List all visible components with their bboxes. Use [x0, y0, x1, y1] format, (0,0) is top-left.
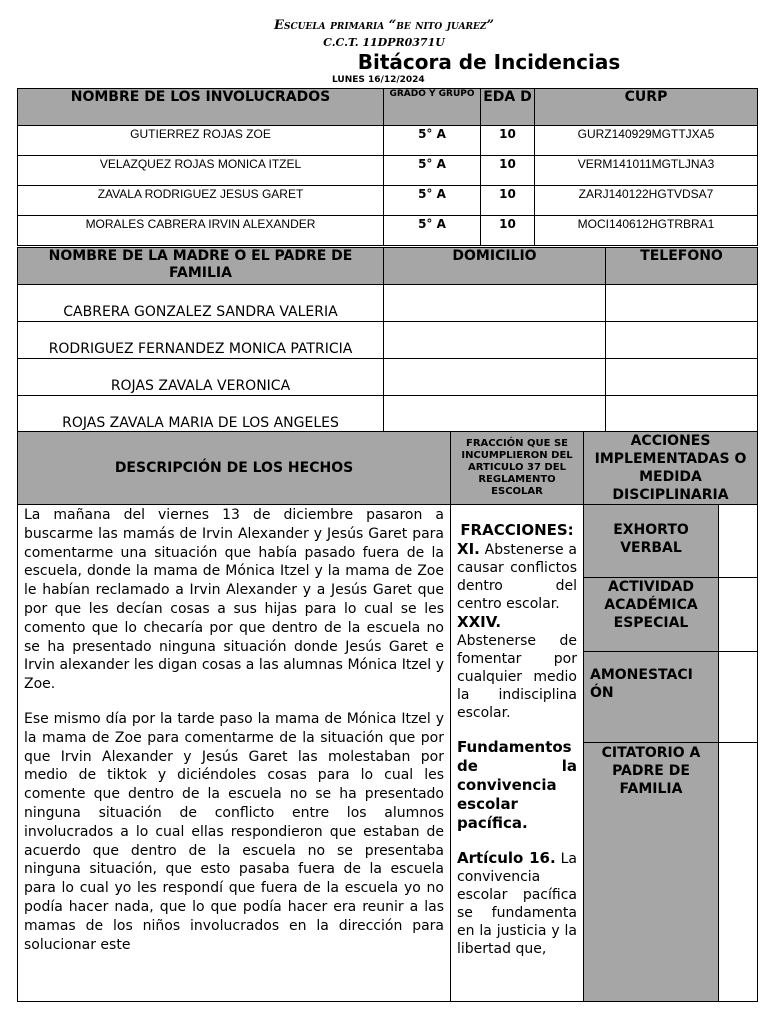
action-exhorto-verbal: EXHORTO VERBAL: [584, 505, 719, 578]
parent-name: ROJAS ZAVALA MARIA DE LOS ANGELES: [18, 396, 384, 433]
facts-table: [17, 431, 758, 1002]
action-citatorio: CITATORIO A PADRE DE FAMILIA: [584, 743, 719, 1002]
col-header-grado: GRADO Y GRUPO: [384, 89, 481, 126]
student-curp: ZARJ140122HGTVDSA7: [535, 186, 758, 216]
parents-table: [17, 247, 758, 433]
col-header-parent-name: NOMBRE DE LA MADRE O EL PADRE DE FAMILIA: [18, 248, 384, 285]
description-paragraph-1: La mañana del viernes 13 de diciembre pasaron a buscarme las mamás de Irvin Alexander y Jesús Garet para comentarme una situación que había pasado fuera de la escuela, donde la mama de Mónica Itzel y la mama de Zoe le habían reclamado a Irvin Alexander y a Jesús Garet que por que les decían cosas a sus hijas para lo cual se les comento que lo checaría por que dentro de la escuela no se ha presentado ninguna situación donde Jesús Garet e Irvin alexander les digan cosas a las alumnas Mónica Itzel y Zoe.: [24, 507, 444, 693]
facts-header-row: [18, 432, 758, 505]
col-header-acciones: ACCIONES IMPLEMENTADAS O MEDIDA DISCIPLINARIA: [584, 432, 758, 505]
table-row: [18, 396, 758, 433]
table-row: [18, 359, 758, 396]
table-row: [18, 186, 758, 216]
students-table: [17, 88, 758, 246]
parent-domicilio: [384, 396, 606, 433]
student-grado: 5° A: [384, 216, 481, 246]
table-row: [18, 156, 758, 186]
fraction-xi-text: Abstenerse a causar conflictos dentro del centro escolar.: [457, 542, 577, 612]
action-actividad-check: [719, 578, 758, 652]
student-edad: 10: [481, 216, 535, 246]
parent-domicilio: [384, 359, 606, 396]
parent-telefono: [606, 396, 758, 433]
student-curp: VERM141011MGTLJNA3: [535, 156, 758, 186]
action-citatorio-check: [719, 743, 758, 1002]
table-row: [18, 285, 758, 322]
col-header-edad: EDA D: [481, 89, 535, 126]
table-row: [18, 216, 758, 246]
articulo-16-number: Artículo 16.: [457, 849, 556, 867]
table-row: [18, 126, 758, 156]
parent-telefono: [606, 285, 758, 322]
student-curp: GURZ140929MGTTJXA5: [535, 126, 758, 156]
fractions-cell: [451, 505, 584, 1002]
student-name: MORALES CABRERA IRVIN ALEXANDER: [18, 216, 384, 246]
action-amonestacion-check: [719, 652, 758, 743]
facts-description: [18, 505, 451, 1002]
report-date: LUNES 16/12/2024: [332, 75, 425, 85]
student-edad: 10: [481, 156, 535, 186]
page-title: Bitácora de Incidencias: [357, 50, 621, 74]
col-header-curp: CURP: [535, 89, 758, 126]
parent-telefono: [606, 359, 758, 396]
fundamentos-heading: Fundamentos de la convivencia escolar pacífica.: [457, 738, 577, 832]
action-exhorto-check: [719, 505, 758, 578]
student-name: GUTIERREZ ROJAS ZOE: [18, 126, 384, 156]
action-actividad-academica: ACTIVIDAD ACADÉMICA ESPECIAL: [584, 578, 719, 652]
school-cct: C.C.T. 11DPR0371U: [323, 36, 445, 49]
table-row: [18, 322, 758, 359]
student-edad: 10: [481, 126, 535, 156]
col-header-domicilio: DOMICILIO: [384, 248, 606, 285]
col-header-descripcion: DESCRIPCIÓN DE LOS HECHOS: [18, 432, 451, 505]
student-grado: 5° A: [384, 126, 481, 156]
parent-name: CABRERA GONZALEZ SANDRA VALERIA: [18, 285, 384, 322]
parent-name: ROJAS ZAVALA VERONICA: [18, 359, 384, 396]
students-header-row: [18, 89, 758, 126]
school-name: Escuela primaria “be nito juarez”: [274, 18, 494, 33]
description-paragraph-2: Ese mismo día por la tarde paso la mama de Mónica Itzel y la mama de Zoe para comentarme de la situación que por que Irvin Alexander y Jesús Garet las molestaban por medio de tiktok y diciéndoles cosas para lo cual les comente que dentro de la escuela no se ha presentado ninguna situación de conflicto entre los alumnos involucrados a lo cual ellas respondieron que estaban de acuerdo que dentro de la escuela no se presentaba ninguna situación, que esto pasaba fuera de la escuela para lo cual yo les respondí que fuera de la escuela yo no podía hacer nada, que lo que podía hacer era reunir a las mamas de los niños involucrados en la dirección para solucionar este: [24, 710, 444, 953]
fraction-xxiv-text: Abstenerse de fomentar por cualquier medio la indisciplina escolar.: [457, 633, 577, 721]
articulo-16-text: La convivencia escolar pacífica se fundamenta en la justicia y la libertad que,: [457, 851, 577, 957]
fraction-xxiv-number: XXIV.: [457, 613, 502, 631]
student-name: ZAVALA RODRIGUEZ JESUS GARET: [18, 186, 384, 216]
col-header-telefono: TELEFONO: [606, 248, 758, 285]
fraction-xi-number: XI.: [457, 540, 480, 558]
student-grado: 5° A: [384, 156, 481, 186]
student-grado: 5° A: [384, 186, 481, 216]
action-amonestacion: AMONESTACI ÓN: [584, 652, 719, 743]
parent-domicilio: [384, 285, 606, 322]
col-header-fraccion: FRACCIÓN QUE SE INCUMPLIERON DEL ARTICULO 37 DEL REGLAMENTO ESCOLAR: [451, 432, 584, 505]
student-edad: 10: [481, 186, 535, 216]
fractions-heading: FRACCIONES:: [460, 521, 574, 539]
student-name: VELAZQUEZ ROJAS MONICA ITZEL: [18, 156, 384, 186]
student-curp: MOCI140612HGTRBRA1: [535, 216, 758, 246]
parents-header-row: [18, 248, 758, 285]
parent-domicilio: [384, 322, 606, 359]
parent-name: RODRIGUEZ FERNANDEZ MONICA PATRICIA: [18, 322, 384, 359]
parent-telefono: [606, 322, 758, 359]
col-header-name: NOMBRE DE LOS INVOLUCRADOS: [18, 89, 384, 126]
